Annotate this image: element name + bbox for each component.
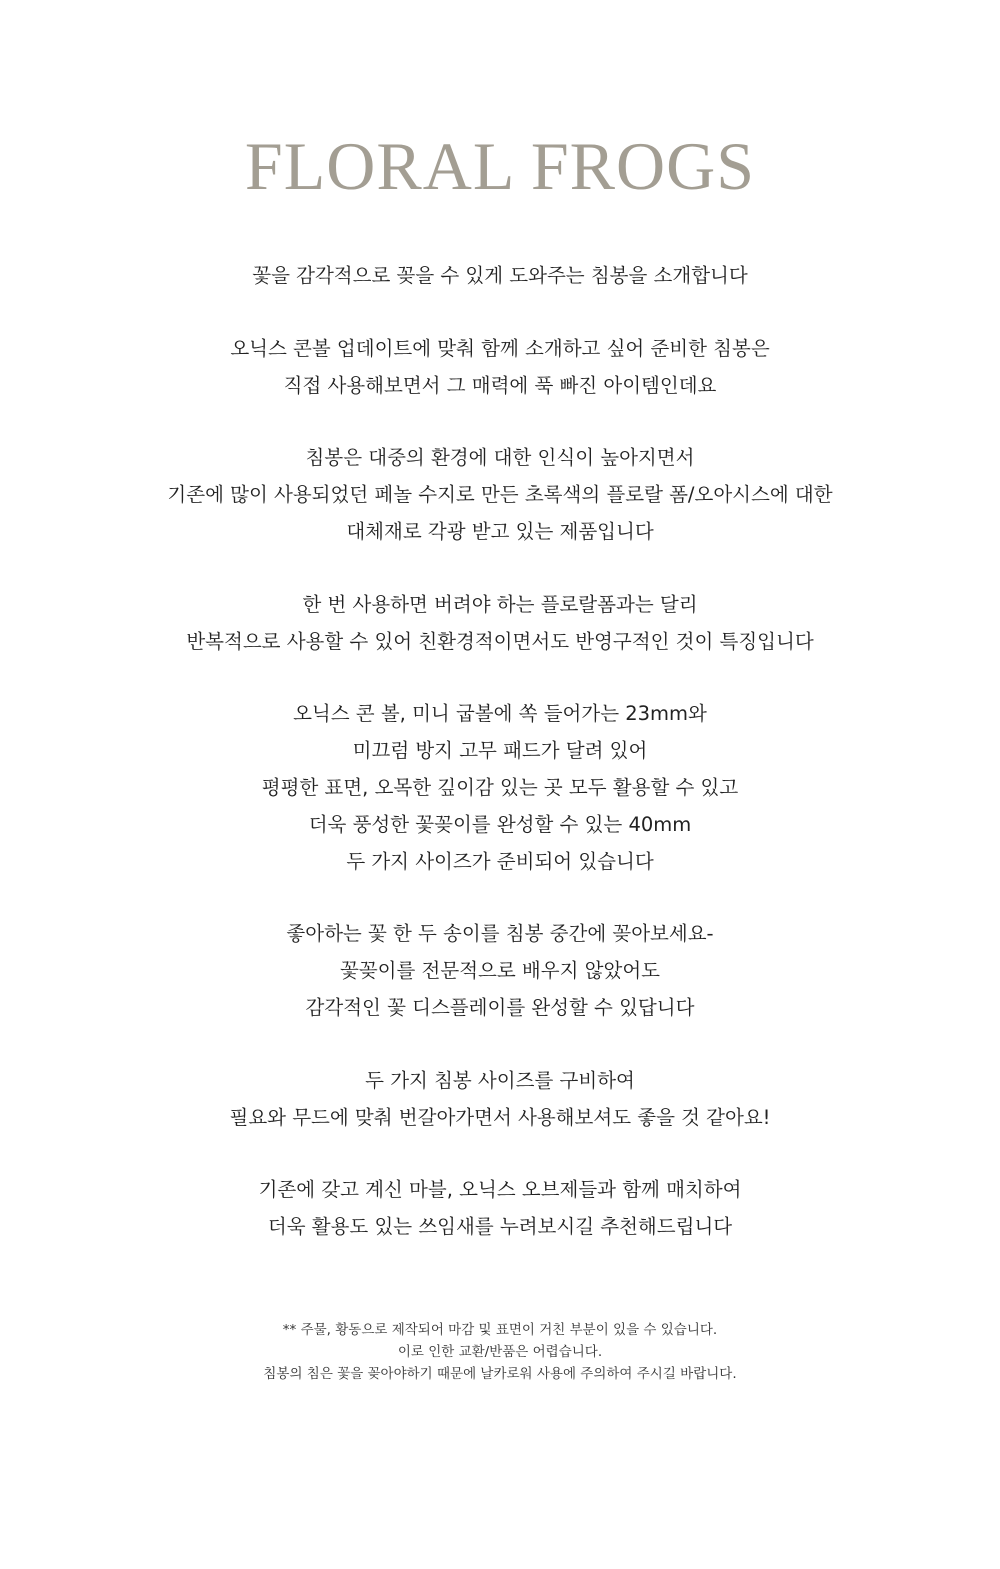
description-line: 꽃을 감각적으로 꽂을 수 있게 도와주는 침봉을 소개합니다: [252, 264, 748, 287]
description-line: 반복적으로 사용할 수 있어 친환경적이면서도 반영구적인 것이 특징입니다: [186, 629, 814, 653]
description-paragraph: [0, 1172, 1000, 1246]
description-paragraph: [0, 1063, 1000, 1137]
description-line: 두 가지 침봉 사이즈를 구비하여: [365, 1068, 635, 1092]
description-body: [0, 258, 1000, 1282]
description-line: 미끄럼 방지 고무 패드가 달려 있어: [352, 739, 648, 763]
description-paragraph: [0, 696, 1000, 880]
page-title: FLORAL FROGS: [244, 128, 756, 204]
description-paragraph: [0, 587, 1000, 661]
description-line: 필요와 무드에 맞춰 번갈아가면서 사용해보셔도 좋을 것 같아요!: [229, 1105, 771, 1129]
description-line: 한 번 사용하면 버려야 하는 플로랄폼과는 달리: [302, 592, 698, 616]
description-paragraph: [0, 916, 1000, 1026]
description-line: 좋아하는 꽃 한 두 송이를 침봉 중간에 꽂아보세요-: [286, 922, 714, 946]
description-paragraph: [0, 440, 1000, 550]
description-paragraph: [0, 331, 1000, 405]
description-line: 기존에 많이 사용되었던 페놀 수지로 만든 초록색의 플로랄 폼/오아시스에 대한: [167, 483, 833, 507]
caution-note-line: ** 주물, 황동으로 제작되어 마감 및 표면이 거친 부분이 있을 수 있습니다.: [282, 1322, 718, 1338]
description-line: 직접 사용해보면서 그 매력에 푹 빠진 아이템인데요: [283, 373, 717, 397]
description-line: 꽃꽂이를 전문적으로 배우지 않았어도: [340, 959, 660, 983]
caution-note-line: 침봉의 침은 꽃을 꽂아야하기 때문에 날카로워 사용에 주의하여 주시길 바랍니다.: [263, 1366, 737, 1382]
caution-note-line: 이로 인한 교환/반품은 어렵습니다.: [397, 1344, 603, 1360]
description-line: 감각적인 꽃 디스플레이를 완성할 수 있답니다: [305, 995, 695, 1019]
description-line: 더욱 활용도 있는 쓰임새를 누려보시길 추천해드립니다: [267, 1215, 733, 1239]
description-line: 오닉스 콘 볼, 미니 굽볼에 쏙 들어가는 23mm와: [293, 702, 707, 726]
description-line: 오닉스 콘볼 업데이트에 맞춰 함께 소개하고 싶어 준비한 침봉은: [230, 336, 770, 360]
description-line: 기존에 갖고 계신 마블, 오닉스 오브제들과 함께 매치하여: [258, 1178, 742, 1202]
description-line: 평평한 표면, 오목한 깊이감 있는 곳 모두 활용할 수 있고: [261, 775, 739, 799]
description-line: 더욱 풍성한 꽃꽂이를 완성할 수 있는 40mm: [308, 812, 692, 836]
description-line: 대체재로 각광 받고 있는 제품입니다: [346, 519, 654, 543]
description-line: 두 가지 사이즈가 준비되어 있습니다: [346, 849, 654, 873]
caution-notes: [0, 1319, 1000, 1385]
description-line: 침봉은 대중의 환경에 대한 인식이 높아지면서: [305, 446, 695, 470]
description-paragraph: [0, 258, 1000, 295]
